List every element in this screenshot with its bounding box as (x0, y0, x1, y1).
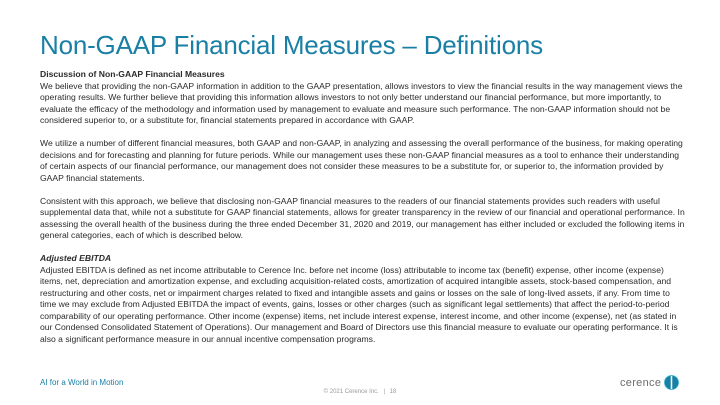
page-number: 18 (389, 389, 397, 395)
cerence-logo (620, 375, 679, 390)
paragraph-utilize: We utilize a number of different financial measures, both GAAP and non-GAAP, in analyzing and assessing the overall performance of the business, for making operating decisions and for forecasting and planning for future periods. While our management uses these non-GAAP financial measures as a tool to enhance their understanding of certain aspects of our financial performance, our management does not consider these measures to be a substitute for, or superior to, the information provided by GAAP financial statements. (40, 138, 683, 183)
paragraph-intro: We believe that providing the non-GAAP information in addition to the GAAP presentation, allows investors to view the financial results in the way management views the operating results. We further believe that providing this information allows investors to not only better understand our financial performance, but more importantly, to evaluate the efficacy of the methodology and information used by management to evaluate and measure such performance. The non-GAAP information should not be considered superior to, or a substitute for, financial statements prepared in accordance with GAAP. (40, 80, 683, 125)
cerence-logo-icon (664, 375, 679, 390)
page-title: Non-GAAP Financial Measures – Definitions (40, 30, 543, 60)
copyright-text: © 2021 Cerence Inc. (323, 389, 379, 395)
adjusted-ebitda-definition: Adjusted EBITDA is defined as net income attributable to Cerence Inc. before net income (loss) attributable to income tax (benefit) expense, other income (expense) items, net, depreciation and amortization expense, and excluding acquisition-related costs, amortization of acquired intangible assets, stock-based compensation, and restructuring and other costs, net or impairment charges related to fixed and intangible assets and gains or losses on the sale of long-lived assets, if any. From time to time we may exclude from Adjusted EBITDA the impact of events, gains, losses or other charges (such as significant legal settlements) that affect the period-to-period comparability of our operating performance. Other income (expense) items, net include interest expense, interest income, and other income (expense), net (as stated in our Condensed Consolidated Statement of Operations). Our management and Board of Directors use this financial measure to evaluate our operating performance. It is also a significant performance measure in our annual incentive compensation programs. (40, 264, 678, 344)
tagline: AI for a World in Motion (40, 378, 124, 387)
footer-separator: | (383, 389, 385, 395)
adjusted-ebitda-heading: Adjusted EBITDA (40, 253, 112, 263)
footer (0, 389, 720, 395)
logo-wordmark: cerence (620, 376, 662, 389)
paragraph-consistent: Consistent with this approach, we believe that disclosing non-GAAP financial measures to the readers of our financial statements provides such readers with useful supplemental data that, while not a substitute for GAAP financial statements, allows for greater transparency in the review of our financial and operational performance. In assessing the overall health of the business during the three ended December 31, 2020 and 2019, our management has either included or excluded the following items in general categories, each of which is described below. (40, 195, 685, 240)
slide-body (40, 69, 688, 357)
section-heading: Discussion of Non-GAAP Financial Measures (40, 69, 225, 79)
